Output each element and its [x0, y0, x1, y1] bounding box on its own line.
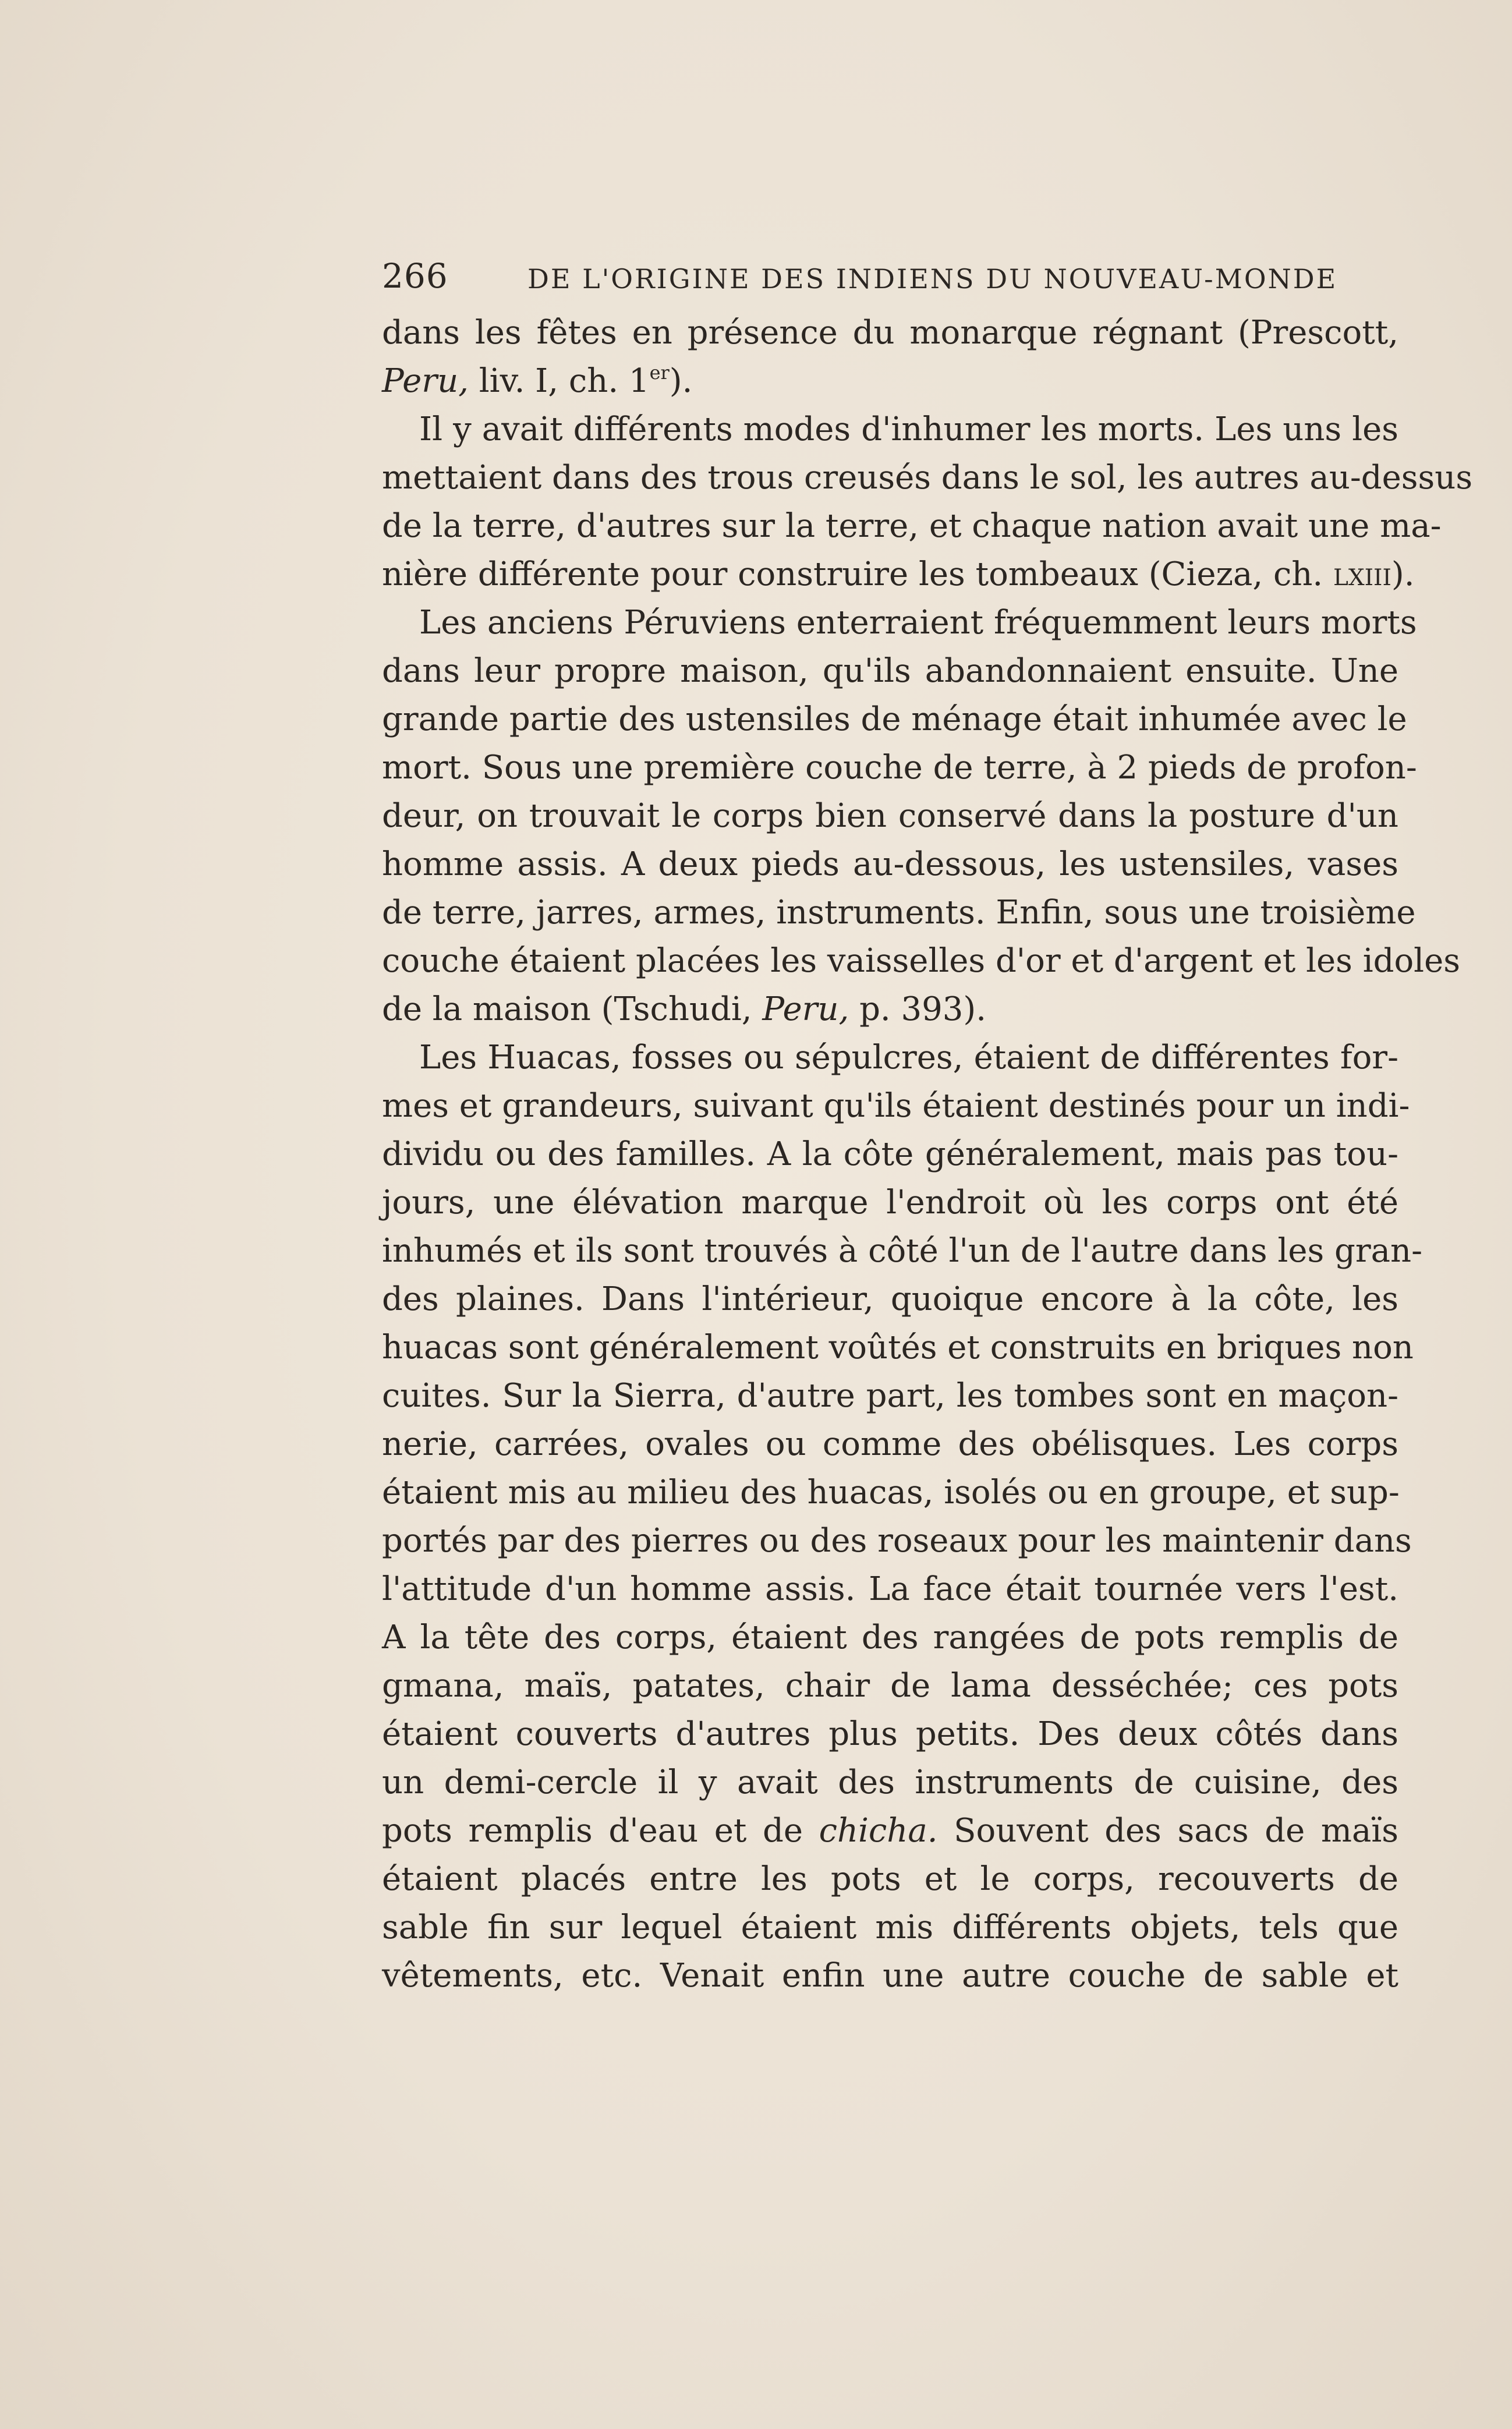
- text-line: jours, une élévation marque l'endroit où les corps ont été: [382, 1184, 1398, 1221]
- text-line: A la tête des corps, étaient des rangées de pots remplis de: [382, 1619, 1398, 1656]
- text-line: inhumés et ils sont trouvés à côté l'un de l'autre dans les gran-: [382, 1232, 1423, 1270]
- text-block: [382, 256, 1473, 2000]
- text-line: dans leur propre maison, qu'ils abandonnaient ensuite. Une: [382, 652, 1398, 690]
- text-line: mes et grandeurs, suivant qu'ils étaient destinés pour un indi-: [382, 1087, 1410, 1125]
- text-line: mort. Sous une première couche de terre, à 2 pieds de profon-: [382, 749, 1417, 787]
- text-line: Il y avait différents modes d'inhumer les morts. Les uns les: [419, 410, 1398, 448]
- running-head: [382, 256, 1398, 309]
- text-line: étaient placés entre les pots et le corps, recouverts de: [382, 1860, 1398, 1898]
- text-line: de terre, jarres, armes, instruments. Enfin, sous une troisième: [382, 894, 1416, 932]
- text-line: Les anciens Péruviens enterraient fréquemment leurs morts: [419, 604, 1417, 642]
- running-title: DE L'ORIGINE DES INDIENS DU NOUVEAU-MONDE: [527, 263, 1338, 295]
- text-line: mettaient dans des trous creusés dans le sol, les autres au-dessus: [382, 459, 1473, 497]
- text-line: grande partie des ustensiles de ménage était inhumée avec le: [382, 700, 1407, 738]
- text-line: étaient mis au milieu des huacas, isolés ou en groupe, et sup-: [382, 1474, 1400, 1511]
- text-line: dans les fêtes en présence du monarque régnant (Prescott,: [382, 314, 1398, 352]
- text-line: vêtements, etc. Venait enfin une autre couche de sable et: [382, 1957, 1398, 1995]
- page-number: 266: [382, 256, 448, 296]
- text-line: couche étaient placées les vaisselles d'or et d'argent et les idoles: [382, 942, 1460, 980]
- text-line: des plaines. Dans l'intérieur, quoique encore à la côte, les: [382, 1280, 1398, 1318]
- text-line: nerie, carrées, ovales ou comme des obélisques. Les corps: [382, 1425, 1398, 1463]
- text-line: portés par des pierres ou des roseaux pour les maintenir dans: [382, 1522, 1412, 1560]
- text-line: homme assis. A deux pieds au-dessous, les ustensiles, vases: [382, 845, 1398, 883]
- text-line: huacas sont généralement voûtés et construits en briques non: [382, 1329, 1414, 1366]
- text-line: l'attitude d'un homme assis. La face était tournée vers l'est.: [382, 1570, 1398, 1608]
- text-line: pots remplis d'eau et de chicha. Souvent des sacs de maïs: [382, 1812, 1398, 1850]
- text-line: Les Huacas, fosses ou sépulcres, étaient de différentes for-: [419, 1039, 1398, 1077]
- text-line: de la terre, d'autres sur la terre, et chaque nation avait une ma-: [382, 507, 1442, 545]
- text-line: nière différente pour construire les tombeaux (Cieza, ch. lxiii).: [382, 555, 1415, 593]
- text-line: étaient couverts d'autres plus petits. Des deux côtés dans: [382, 1715, 1398, 1753]
- text-line: sable fin sur lequel étaient mis différents objets, tels que: [382, 1908, 1398, 1946]
- text-line: un demi-cercle il y avait des instruments de cuisine, des: [382, 1764, 1398, 1801]
- text-line: Peru, liv. I, ch. 1er).: [382, 362, 693, 400]
- text-line: gmana, maïs, patates, chair de lama desséchée; ces pots: [382, 1667, 1398, 1705]
- text-line: cuites. Sur la Sierra, d'autre part, les tombes sont en maçon-: [382, 1377, 1398, 1415]
- text-line: deur, on trouvait le corps bien conservé dans la posture d'un: [382, 797, 1398, 835]
- text-line: dividu ou des familles. A la côte généralement, mais pas tou-: [382, 1135, 1398, 1173]
- text-line: de la maison (Tschudi, Peru, p. 393).: [382, 990, 987, 1028]
